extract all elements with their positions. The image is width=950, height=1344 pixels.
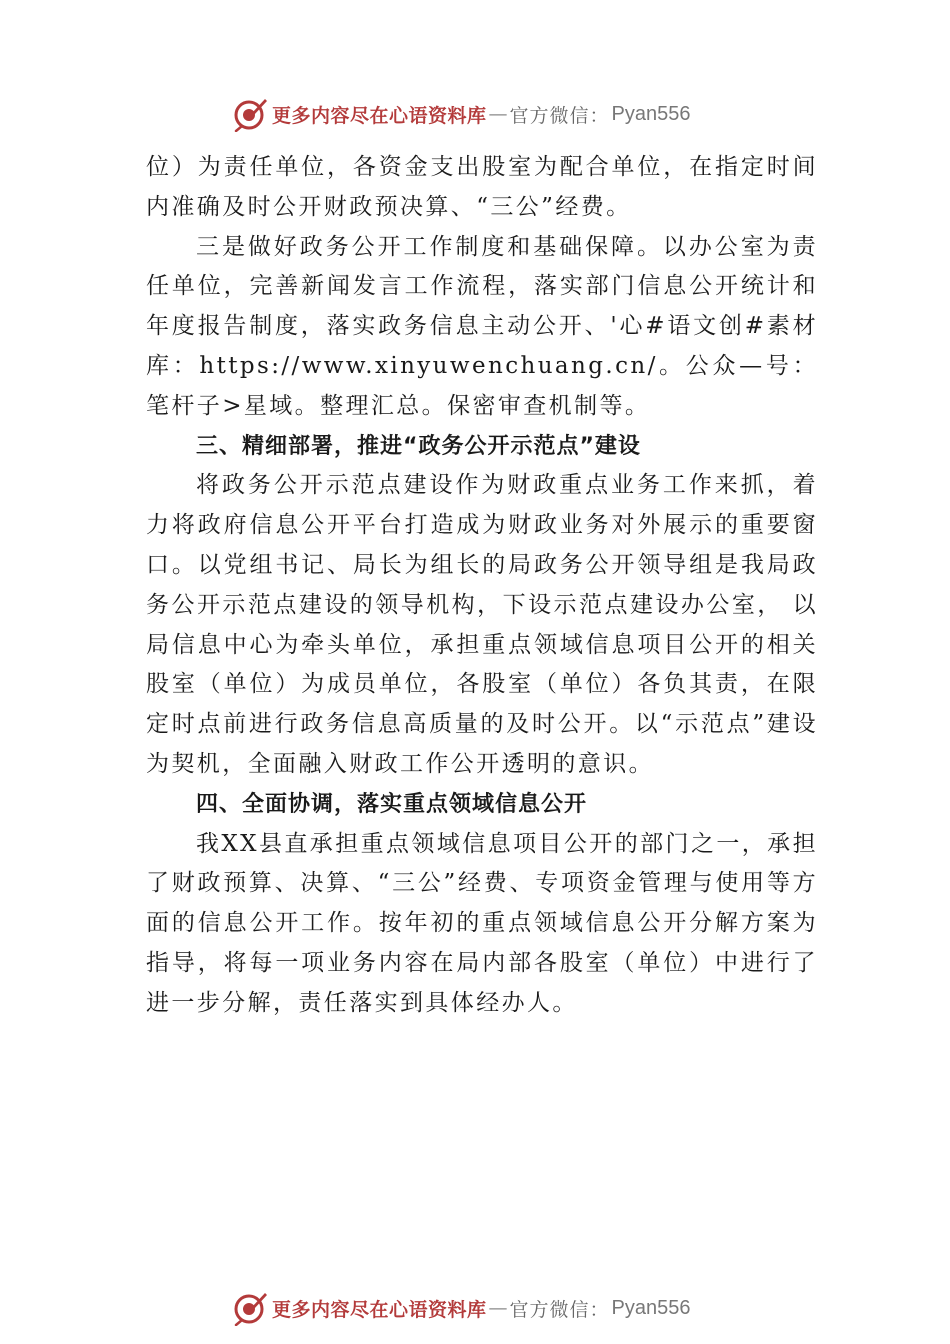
section-heading-4: 四、全面协调，落实重点领域信息公开 — [196, 791, 588, 817]
banner-official-label: 官方微信： — [509, 104, 610, 127]
document-body — [146, 148, 818, 1024]
banner-wechat-id: Pyan556 — [611, 1296, 691, 1319]
footer-banner — [232, 1288, 691, 1328]
banner-wechat-id: Pyan556 — [611, 102, 691, 125]
quill-logo-icon — [232, 96, 268, 132]
banner-brand-text: 更多内容尽在心语资料库 — [272, 104, 487, 127]
paragraph-demonstration-point: 将政务公开示范点建设作为财政重点业务工作来抓，着力将政府信息公开平台打造成为财政业务对外展示的重要窗口。以党组书记、局长为组长的局政务公开领导组是我局政务公开示范点建设的领导机构，下设示范点建设办公室， 以局信息中心为牵头单位，承担重点领域信息项目公开的相关股室（单位）为成员单位，各股室（单位）各负其责，在限定时点前进行政务信息高质量的及时公开。以“示范点”建设为契机，全面融入财政工作公开透明的意识。 — [146, 472, 818, 777]
banner-official-label: 官方微信： — [509, 1298, 610, 1321]
banner-dash: — — [488, 103, 508, 125]
paragraph-continued: 位）为责任单位，各资金支出股室为配合单位，在指定时间内准确及时公开财政预决算、“三公”经费。 — [146, 154, 818, 220]
section-heading-3: 三、精细部署，推进“政务公开示范点”建设 — [196, 433, 641, 459]
paragraph-system-guarantee: 三是做好政务公开工作制度和基础保障。以办公室为责任单位，完善新闻发言工作流程，落实部门信息公开统计和年度报告制度，落实政务信息主动公开、'心#语文创#素材库：https://www.xinyuwenchuang.cn/。公众—号：笔杆子>星域。整理汇总。保密审查机制等。 — [146, 233, 818, 419]
quill-logo-icon — [232, 1290, 268, 1326]
banner-brand-text: 更多内容尽在心语资料库 — [272, 1298, 487, 1321]
banner-dash: — — [488, 1297, 508, 1319]
header-banner — [232, 94, 691, 134]
paragraph-key-areas: 我XX县直承担重点领域信息项目公开的部门之一，承担了财政预算、决算、“三公”经费、专项资金管理与使用等方面的信息公开工作。按年初的重点领域信息公开分解方案为指导，将每一项业务内容在局内部各股室（单位）中进行了进一步分解，责任落实到具体经办人。 — [146, 830, 818, 1016]
